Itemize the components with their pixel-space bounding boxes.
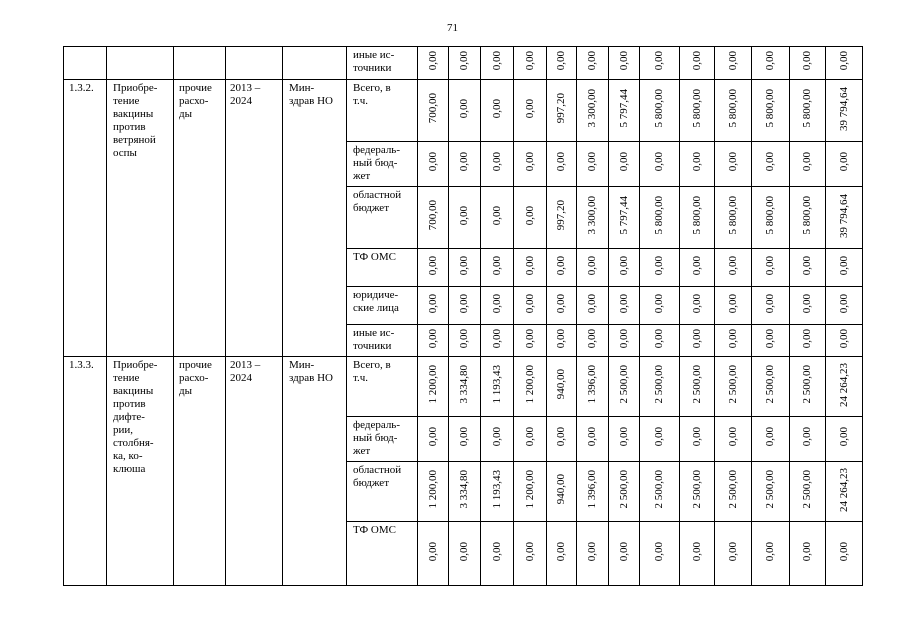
value-cell: 2 500,00 bbox=[752, 357, 790, 417]
value-cell: 0,00 bbox=[715, 522, 752, 586]
value-cell: 0,00 bbox=[418, 47, 449, 80]
executor: Мин- здрав НО bbox=[283, 357, 347, 586]
value-cell: 0,00 bbox=[514, 287, 547, 325]
value-cell: 1 193,43 bbox=[481, 357, 514, 417]
value-cell: 0,00 bbox=[609, 47, 640, 80]
item-name: Приобре- тение вакцины против ветряной оспы bbox=[107, 80, 174, 357]
value-cell: 0,00 bbox=[418, 142, 449, 187]
value-cell: 0,00 bbox=[752, 47, 790, 80]
source-cell: ТФ ОМС bbox=[347, 249, 418, 287]
value-cell: 0,00 bbox=[481, 80, 514, 142]
type-cell bbox=[174, 47, 226, 80]
value-cell: 2 500,00 bbox=[609, 357, 640, 417]
value-cell: 0,00 bbox=[609, 249, 640, 287]
value-cell: 5 800,00 bbox=[680, 187, 715, 249]
value-cell: 0,00 bbox=[790, 249, 826, 287]
value-cell: 0,00 bbox=[715, 287, 752, 325]
value-cell: 0,00 bbox=[680, 325, 715, 357]
value-cell: 0,00 bbox=[547, 417, 577, 462]
value-cell: 0,00 bbox=[577, 417, 609, 462]
value-cell: 0,00 bbox=[826, 249, 863, 287]
budget-table bbox=[63, 46, 863, 586]
value-cell: 0,00 bbox=[715, 249, 752, 287]
value-cell: 0,00 bbox=[449, 47, 481, 80]
value-cell: 0,00 bbox=[481, 142, 514, 187]
value-cell: 1 396,00 bbox=[577, 462, 609, 522]
table-row bbox=[64, 80, 863, 142]
value-cell: 0,00 bbox=[514, 47, 547, 80]
value-cell: 2 500,00 bbox=[680, 357, 715, 417]
value-cell: 0,00 bbox=[826, 417, 863, 462]
value-cell: 5 800,00 bbox=[752, 80, 790, 142]
table-row bbox=[64, 47, 863, 80]
value-cell: 0,00 bbox=[680, 249, 715, 287]
value-cell: 0,00 bbox=[481, 47, 514, 80]
value-cell: 3 334,80 bbox=[449, 462, 481, 522]
value-cell: 0,00 bbox=[547, 249, 577, 287]
value-cell: 0,00 bbox=[680, 142, 715, 187]
source-cell: областной бюджет bbox=[347, 462, 418, 522]
value-cell: 0,00 bbox=[680, 47, 715, 80]
value-cell: 0,00 bbox=[577, 47, 609, 80]
value-cell: 5 800,00 bbox=[752, 187, 790, 249]
value-cell: 0,00 bbox=[715, 417, 752, 462]
value-cell: 0,00 bbox=[481, 522, 514, 586]
value-cell: 0,00 bbox=[449, 249, 481, 287]
executor: Мин- здрав НО bbox=[283, 80, 347, 357]
value-cell: 0,00 bbox=[577, 249, 609, 287]
source-cell: федераль- ный бюд- жет bbox=[347, 142, 418, 187]
num-cell bbox=[64, 47, 107, 80]
page-number: 71 bbox=[447, 22, 458, 34]
value-cell: 2 500,00 bbox=[790, 462, 826, 522]
value-cell: 0,00 bbox=[514, 249, 547, 287]
item-number: 1.3.2. bbox=[64, 80, 107, 357]
value-cell: 2 500,00 bbox=[640, 357, 680, 417]
value-cell: 0,00 bbox=[752, 287, 790, 325]
value-cell: 1 200,00 bbox=[418, 357, 449, 417]
value-cell: 24 264,23 bbox=[826, 462, 863, 522]
expense-type: прочие расхо- ды bbox=[174, 80, 226, 357]
value-cell: 5 800,00 bbox=[790, 80, 826, 142]
value-cell: 0,00 bbox=[418, 325, 449, 357]
value-cell: 0,00 bbox=[547, 287, 577, 325]
table-row bbox=[64, 357, 863, 417]
value-cell: 5 797,44 bbox=[609, 187, 640, 249]
value-cell: 0,00 bbox=[680, 287, 715, 325]
source-cell: Всего, в т.ч. bbox=[347, 80, 418, 142]
value-cell: 0,00 bbox=[481, 417, 514, 462]
value-cell: 0,00 bbox=[547, 47, 577, 80]
value-cell: 0,00 bbox=[640, 287, 680, 325]
value-cell: 0,00 bbox=[481, 187, 514, 249]
value-cell: 0,00 bbox=[418, 522, 449, 586]
value-cell: 0,00 bbox=[481, 287, 514, 325]
value-cell: 0,00 bbox=[418, 417, 449, 462]
value-cell: 0,00 bbox=[449, 325, 481, 357]
value-cell: 0,00 bbox=[640, 417, 680, 462]
value-cell: 0,00 bbox=[514, 522, 547, 586]
value-cell: 1 193,43 bbox=[481, 462, 514, 522]
value-cell: 0,00 bbox=[547, 142, 577, 187]
value-cell: 5 800,00 bbox=[680, 80, 715, 142]
value-cell: 2 500,00 bbox=[715, 462, 752, 522]
source-cell: областной бюджет bbox=[347, 187, 418, 249]
value-cell: 1 200,00 bbox=[418, 462, 449, 522]
value-cell: 2 500,00 bbox=[680, 462, 715, 522]
table-body bbox=[64, 47, 863, 586]
value-cell: 1 200,00 bbox=[514, 357, 547, 417]
value-cell: 0,00 bbox=[609, 417, 640, 462]
value-cell: 0,00 bbox=[609, 325, 640, 357]
value-cell: 1 396,00 bbox=[577, 357, 609, 417]
value-cell: 5 797,44 bbox=[609, 80, 640, 142]
period: 2013 – 2024 bbox=[226, 357, 283, 586]
value-cell: 5 800,00 bbox=[715, 187, 752, 249]
value-cell: 0,00 bbox=[640, 47, 680, 80]
value-cell: 2 500,00 bbox=[790, 357, 826, 417]
value-cell: 0,00 bbox=[449, 417, 481, 462]
value-cell: 0,00 bbox=[752, 522, 790, 586]
period: 2013 – 2024 bbox=[226, 80, 283, 357]
value-cell: 0,00 bbox=[449, 522, 481, 586]
value-cell: 5 800,00 bbox=[640, 187, 680, 249]
value-cell: 0,00 bbox=[680, 417, 715, 462]
value-cell: 0,00 bbox=[640, 142, 680, 187]
value-cell: 0,00 bbox=[609, 142, 640, 187]
value-cell: 0,00 bbox=[577, 522, 609, 586]
value-cell: 0,00 bbox=[609, 287, 640, 325]
source-cell: иные ис- точники bbox=[347, 47, 418, 80]
value-cell: 0,00 bbox=[790, 522, 826, 586]
value-cell: 0,00 bbox=[449, 187, 481, 249]
value-cell: 0,00 bbox=[547, 325, 577, 357]
value-cell: 0,00 bbox=[790, 142, 826, 187]
value-cell: 0,00 bbox=[418, 287, 449, 325]
value-cell: 1 200,00 bbox=[514, 462, 547, 522]
executor-cell bbox=[283, 47, 347, 80]
value-cell: 0,00 bbox=[449, 142, 481, 187]
value-cell: 0,00 bbox=[715, 325, 752, 357]
value-cell: 0,00 bbox=[547, 522, 577, 586]
value-cell: 0,00 bbox=[752, 325, 790, 357]
value-cell: 3 300,00 bbox=[577, 187, 609, 249]
value-cell: 0,00 bbox=[640, 249, 680, 287]
value-cell: 0,00 bbox=[790, 417, 826, 462]
value-cell: 0,00 bbox=[514, 142, 547, 187]
value-cell: 0,00 bbox=[640, 522, 680, 586]
value-cell: 0,00 bbox=[514, 325, 547, 357]
value-cell: 0,00 bbox=[577, 325, 609, 357]
value-cell: 39 794,64 bbox=[826, 187, 863, 249]
value-cell: 2 500,00 bbox=[752, 462, 790, 522]
value-cell: 700,00 bbox=[418, 187, 449, 249]
value-cell: 0,00 bbox=[790, 47, 826, 80]
item-number: 1.3.3. bbox=[64, 357, 107, 586]
source-cell: Всего, в т.ч. bbox=[347, 357, 418, 417]
value-cell: 0,00 bbox=[514, 80, 547, 142]
value-cell: 0,00 bbox=[577, 287, 609, 325]
value-cell: 0,00 bbox=[826, 287, 863, 325]
value-cell: 0,00 bbox=[481, 249, 514, 287]
value-cell: 0,00 bbox=[790, 325, 826, 357]
value-cell: 940,00 bbox=[547, 462, 577, 522]
value-cell: 940,00 bbox=[547, 357, 577, 417]
item-name: Приобре- тение вакцины против дифте- рии, столбня- ка, ко- клюша bbox=[107, 357, 174, 586]
value-cell: 5 800,00 bbox=[715, 80, 752, 142]
period-cell bbox=[226, 47, 283, 80]
value-cell: 0,00 bbox=[826, 142, 863, 187]
value-cell: 997,20 bbox=[547, 187, 577, 249]
value-cell: 0,00 bbox=[826, 325, 863, 357]
value-cell: 24 264,23 bbox=[826, 357, 863, 417]
value-cell: 2 500,00 bbox=[715, 357, 752, 417]
value-cell: 0,00 bbox=[514, 187, 547, 249]
value-cell: 5 800,00 bbox=[640, 80, 680, 142]
value-cell: 3 334,80 bbox=[449, 357, 481, 417]
value-cell: 2 500,00 bbox=[640, 462, 680, 522]
value-cell: 5 800,00 bbox=[790, 187, 826, 249]
value-cell: 0,00 bbox=[514, 417, 547, 462]
value-cell: 0,00 bbox=[640, 325, 680, 357]
value-cell: 0,00 bbox=[715, 142, 752, 187]
value-cell: 0,00 bbox=[752, 417, 790, 462]
value-cell: 0,00 bbox=[449, 80, 481, 142]
value-cell: 0,00 bbox=[790, 287, 826, 325]
name-cell bbox=[107, 47, 174, 80]
value-cell: 0,00 bbox=[449, 287, 481, 325]
expense-type: прочие расхо- ды bbox=[174, 357, 226, 586]
source-cell: юридиче- ские лица bbox=[347, 287, 418, 325]
source-cell: ТФ ОМС bbox=[347, 522, 418, 586]
value-cell: 0,00 bbox=[481, 325, 514, 357]
value-cell: 0,00 bbox=[752, 142, 790, 187]
value-cell: 0,00 bbox=[752, 249, 790, 287]
value-cell: 2 500,00 bbox=[609, 462, 640, 522]
value-cell: 0,00 bbox=[577, 142, 609, 187]
value-cell: 0,00 bbox=[418, 249, 449, 287]
value-cell: 0,00 bbox=[826, 47, 863, 80]
value-cell: 0,00 bbox=[609, 522, 640, 586]
value-cell: 39 794,64 bbox=[826, 80, 863, 142]
value-cell: 0,00 bbox=[826, 522, 863, 586]
value-cell: 3 300,00 bbox=[577, 80, 609, 142]
value-cell: 0,00 bbox=[715, 47, 752, 80]
value-cell: 0,00 bbox=[680, 522, 715, 586]
value-cell: 700,00 bbox=[418, 80, 449, 142]
source-cell: федераль- ный бюд- жет bbox=[347, 417, 418, 462]
value-cell: 997,20 bbox=[547, 80, 577, 142]
source-cell: иные ис- точники bbox=[347, 325, 418, 357]
